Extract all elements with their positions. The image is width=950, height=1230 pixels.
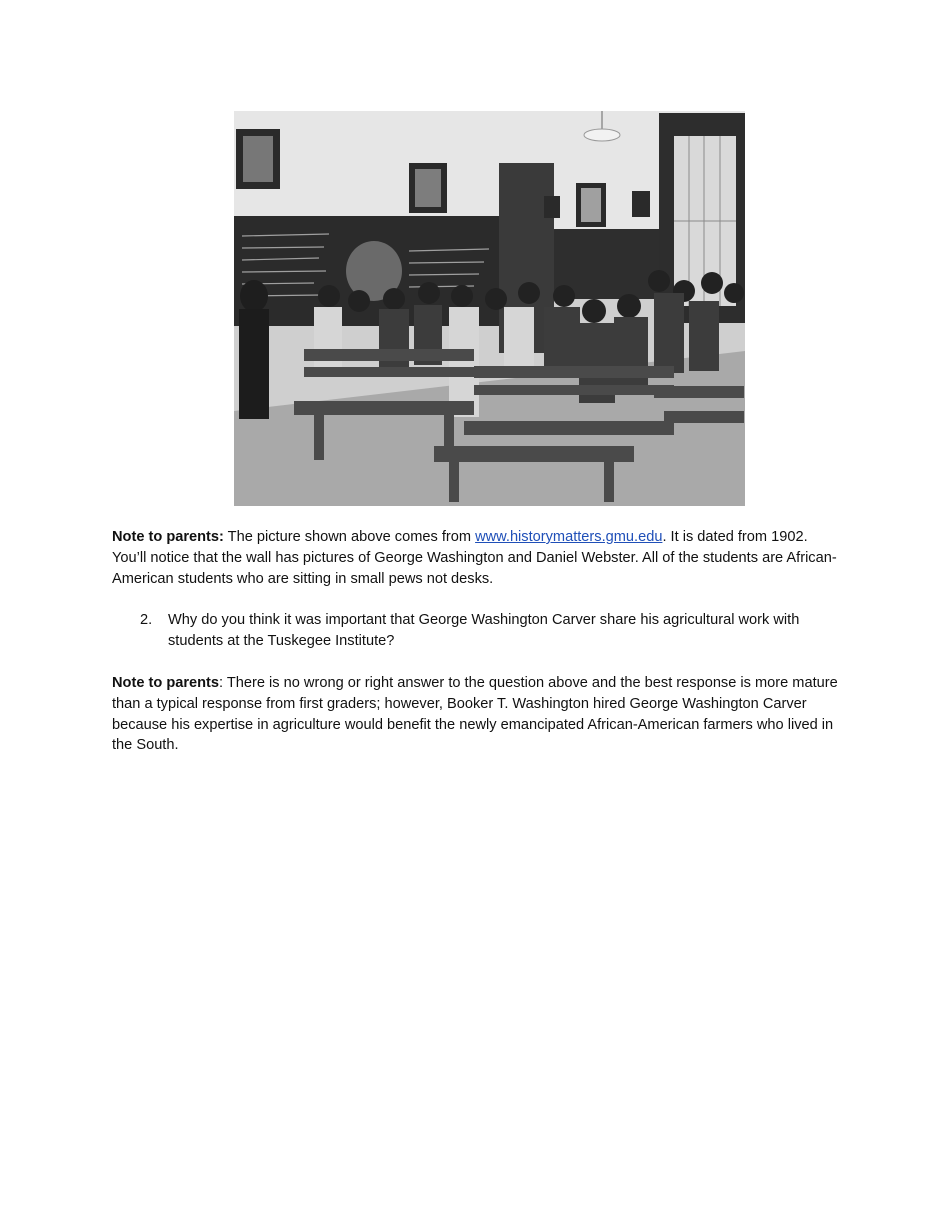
note-text-after-link: . It is dated from 1902. You’ll notice that the wall has pictures of George Washington and Daniel Webster. All of the students are African-American students who are sitting in small pews not desks. <box>112 529 837 587</box>
note-text-before-link: The picture shown above comes from <box>223 529 476 545</box>
note-label: Note to parents: <box>112 529 224 545</box>
note-answer-text: : There is no wrong or right answer to the question above and the best response is more mature than a typical response from first graders; however, Booker T. Washington hired George Washington Carver because his expertise in agriculture would benefit the newly emancipated African-American farmers who lived in the South. <box>112 675 838 754</box>
portrait-2 <box>415 169 441 207</box>
note-to-parents-photo <box>112 527 842 589</box>
question-number: 2. <box>140 612 153 628</box>
note-label: Note to parents <box>112 675 220 691</box>
portrait-1 <box>243 136 273 182</box>
classroom-photo <box>234 111 745 506</box>
classroom-photo-illustration <box>234 111 745 506</box>
history-matters-link[interactable]: www.historymatters.gmu.edu <box>475 529 663 545</box>
portrait-3 <box>581 188 601 222</box>
portrait-frame-4 <box>544 196 560 218</box>
portrait-frame-5 <box>632 191 650 217</box>
note-to-parents-answer <box>112 673 842 756</box>
lamp-shade <box>584 129 620 141</box>
question-text: Why do you think it was important that George Washington Carver share his agricultural work with students at the Tuskegee Institute? <box>168 612 800 649</box>
